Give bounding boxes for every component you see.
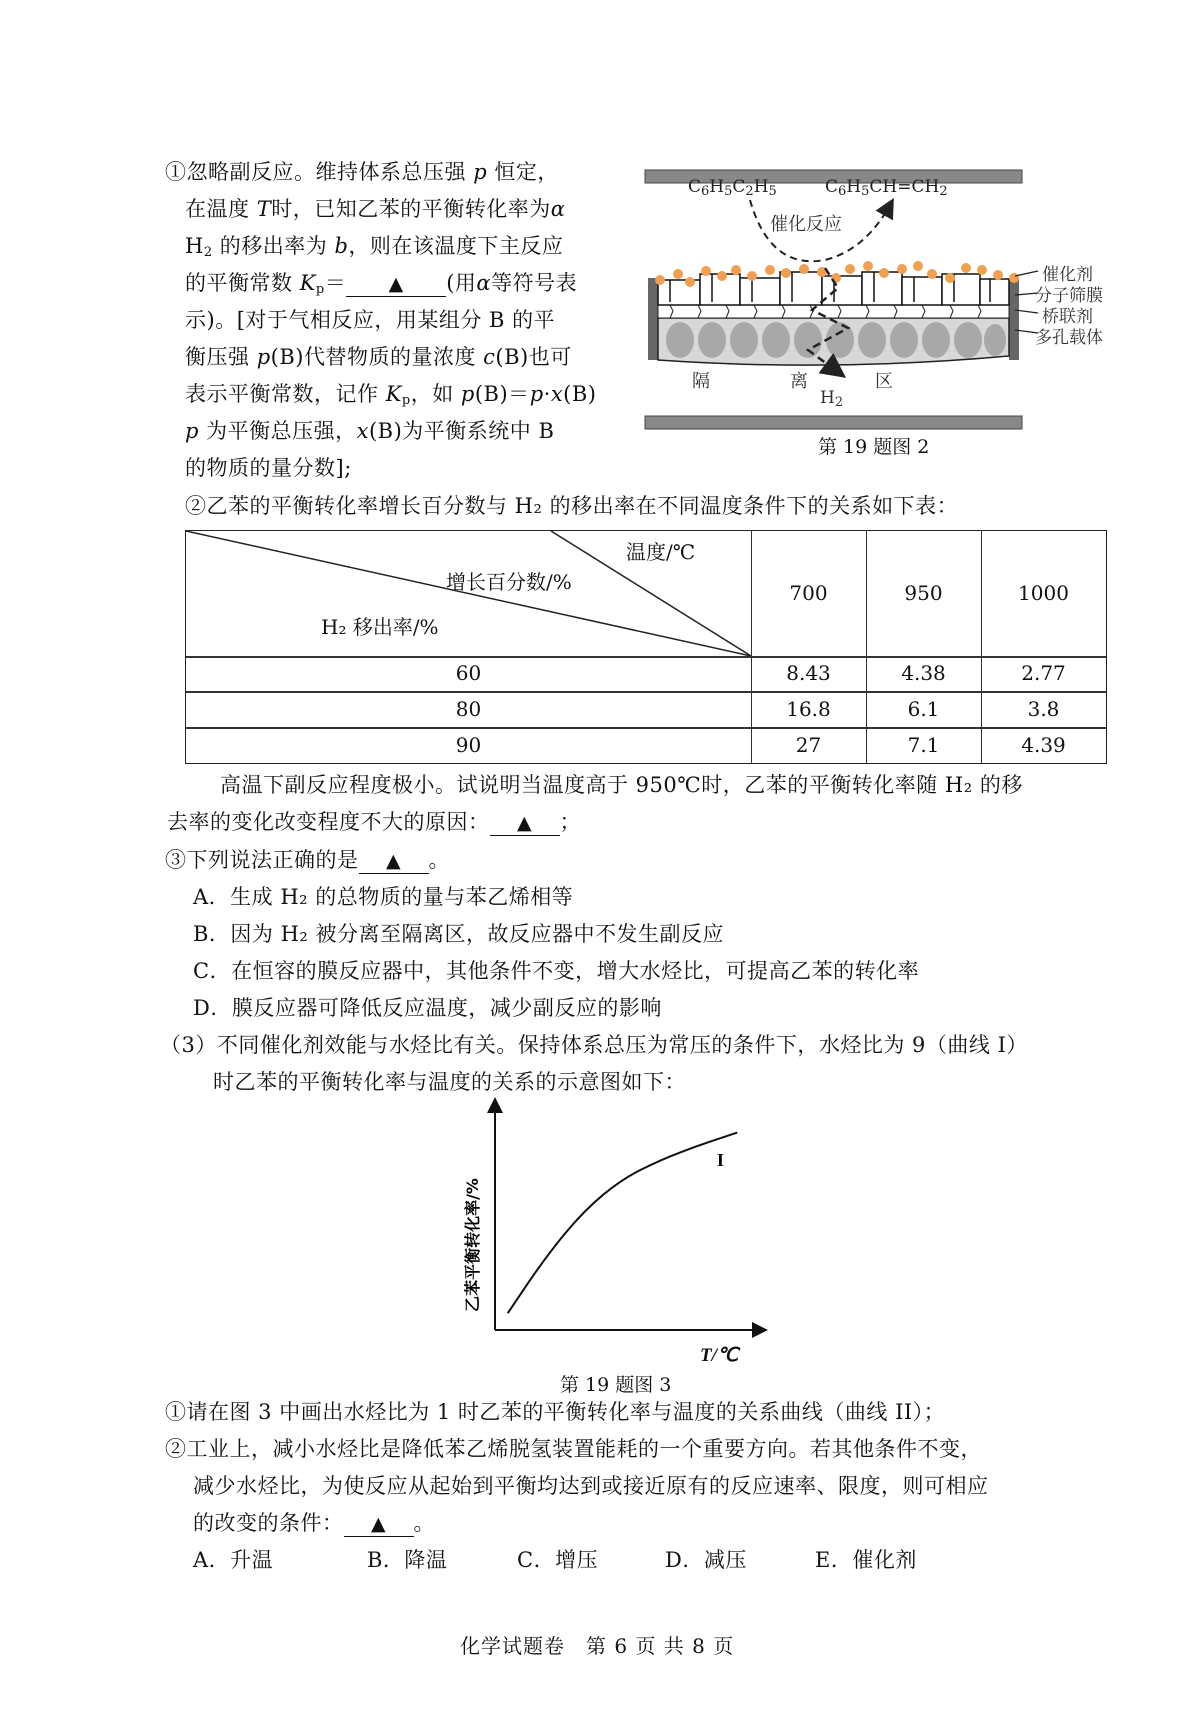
- symbol-p: p: [473, 160, 488, 184]
- q1-line-4: [185, 269, 577, 297]
- corner-growth-label: 增长百分数/%: [446, 570, 572, 594]
- label-bridging-agent: 桥联剂: [1042, 307, 1093, 327]
- q3-prompt: [165, 846, 450, 874]
- choice-e[interactable]: E．催化剂: [815, 1548, 917, 1572]
- text: 去率的变化改变程度不大的原因：: [167, 810, 490, 834]
- symbol-alpha: α: [476, 271, 492, 295]
- symbol-b: b: [334, 234, 349, 258]
- zone-char: 区: [875, 371, 893, 392]
- part3-line-1: （3）不同催化剂效能与水烃比有关。保持体系总压为常压的条件下，水烃比为 9（曲线 I）: [160, 1033, 1028, 1057]
- text: 衡压强: [185, 345, 250, 369]
- bridging-layer: [658, 305, 1009, 318]
- part3-sub2-line-1: ②工业上，减小水烃比是降低苯乙烯脱氢装置能耗的一个重要方向。若其他条件不变，: [165, 1437, 982, 1461]
- answer-blank[interactable]: [346, 271, 446, 297]
- symbol-K: K: [385, 382, 402, 406]
- x-axis-label-text: T/℃: [700, 1345, 739, 1366]
- text: (B)也可: [495, 345, 572, 369]
- part3-sub1: ①请在图 3 中画出水烃比为 1 时乙苯的平衡转化率与温度的关系曲线（曲线 II）；: [165, 1400, 946, 1424]
- symbol-p: p: [185, 419, 199, 443]
- symbol-T: T: [256, 197, 272, 221]
- symbol-alpha: α: [550, 197, 566, 221]
- table-cell: 6.1: [907, 697, 940, 721]
- table-cell: 2.77: [1021, 661, 1066, 685]
- text: 的物质的量分数];: [185, 456, 352, 480]
- text: 的移出率为: [219, 234, 328, 258]
- symbol-x: x: [550, 382, 564, 406]
- row-label: 60: [455, 661, 482, 685]
- row-label: 80: [455, 697, 482, 721]
- column-header: 1000: [1018, 581, 1069, 605]
- text: (B)代替物质的量浓度: [270, 345, 476, 369]
- membrane-reactor-diagram: [640, 160, 1150, 440]
- answer-triangle-icon: ▲: [370, 1513, 387, 1535]
- table-cell: 4.39: [1021, 733, 1066, 757]
- text: ＝: [324, 271, 347, 295]
- answer-blank[interactable]: [344, 1511, 414, 1537]
- figure-3-caption: 第 19 题图 3: [560, 1374, 672, 1396]
- table-cell: 7.1: [907, 733, 940, 757]
- q1-line-7: [185, 380, 597, 408]
- option-a[interactable]: A．生成 H₂ 的总物质的量与苯乙烯相等: [193, 885, 574, 909]
- text: 时，已知乙苯的平衡转化率为: [271, 197, 551, 221]
- text: ，如: [410, 382, 454, 406]
- label-catalyst: 催化剂: [1042, 265, 1093, 285]
- figure-2-caption: 第 19 题图 2: [818, 436, 930, 458]
- chart-svg: [450, 1095, 780, 1375]
- text: 等符号表: [491, 271, 578, 295]
- table-cell: 27: [795, 733, 822, 757]
- data-table: [185, 530, 1107, 764]
- option-d[interactable]: D．膜反应器可降低反应温度，减少副反应的影响: [193, 996, 662, 1020]
- label-porous-support: 多孔载体: [1035, 328, 1103, 348]
- q1-line-9: [185, 454, 352, 482]
- x-axis-label: [700, 1344, 738, 1367]
- symbol-p: p: [529, 382, 544, 406]
- text: 的改变的条件：: [193, 1511, 344, 1535]
- zone-char: 离: [790, 371, 808, 392]
- q1-line-3: [185, 232, 563, 260]
- bottom-plate: [645, 416, 1022, 429]
- label-zeolite-membrane: 分子筛膜: [1035, 286, 1103, 306]
- text: 恒定，: [494, 160, 559, 184]
- conversion-temperature-chart: [450, 1095, 780, 1375]
- q2-explain-line-1: 高温下副反应程度极小。试说明当温度高于 950℃时，乙苯的平衡转化率随 H₂ 的移: [220, 773, 1023, 797]
- symbol-p: p: [256, 345, 271, 369]
- text: (B)＝: [474, 382, 530, 406]
- reaction-label: 催化反应: [770, 214, 842, 235]
- q1-line-1: [165, 158, 559, 186]
- symbol-c: c: [483, 345, 496, 369]
- product-formula: $C_6H_5CH=CH_2$: [825, 177, 948, 199]
- curve-I: [508, 1133, 738, 1314]
- text: 的平衡常数: [185, 271, 293, 295]
- answer-triangle-icon: ▲: [385, 850, 402, 872]
- corner-h2-removal-label: H₂ 移出率/%: [321, 615, 439, 639]
- text: 示)。[对于气相反应，用某组分 B 的平: [185, 308, 556, 332]
- text: ①忽略副反应。维持体系总压强: [165, 160, 466, 184]
- symbol-K: K: [299, 271, 316, 295]
- answer-blank[interactable]: [490, 810, 560, 836]
- table-cell: 4.38: [901, 661, 946, 685]
- answer-triangle-icon: ▲: [516, 812, 533, 834]
- q1-line-6: [185, 343, 572, 371]
- subscript: 2: [203, 245, 213, 260]
- choice-a[interactable]: A．升温: [193, 1548, 274, 1572]
- text: H: [185, 234, 204, 258]
- choice-d[interactable]: D．减压: [665, 1548, 747, 1572]
- text: 。: [413, 1511, 435, 1535]
- q1-line-2: [185, 195, 565, 223]
- text: ③下列说法正确的是: [165, 848, 359, 872]
- text: (B): [563, 382, 597, 406]
- right-wall: [1009, 278, 1019, 360]
- reactant-formula: $C_6H_5C_2H_5$: [688, 177, 777, 199]
- corner-temperature-label: 温度/℃: [626, 540, 696, 564]
- option-b[interactable]: B．因为 H₂ 被分离至隔离区，故反应器中不发生副反应: [193, 922, 725, 946]
- h2-label: $H_2$: [820, 388, 844, 410]
- row-label: 90: [455, 733, 482, 757]
- choice-c[interactable]: C．增压: [517, 1548, 599, 1572]
- subscript: p: [401, 393, 411, 408]
- answer-triangle-icon: ▲: [388, 273, 404, 295]
- zone-char: 隔: [692, 371, 710, 392]
- text: ，则在该温度下主反应: [348, 234, 564, 258]
- curve-I-label: I: [716, 1150, 724, 1171]
- y-axis-label: 乙苯平衡转化率/%: [463, 1178, 482, 1312]
- q1-line-5: [185, 306, 555, 334]
- table-cell: 16.8: [786, 697, 831, 721]
- text: 。: [428, 848, 450, 872]
- option-c[interactable]: C．在恒容的膜反应器中，其他条件不变，增大水烃比，可提高乙苯的转化率: [193, 959, 920, 983]
- text: 在温度: [185, 197, 250, 221]
- symbol-p: p: [460, 382, 475, 406]
- part3-sub2-line-3: [193, 1509, 435, 1537]
- page-footer: 化学试题卷 第 6 页 共 8 页: [460, 1634, 735, 1658]
- column-header: 700: [789, 581, 828, 605]
- column-header: 950: [904, 581, 943, 605]
- text: 表示平衡常数，记作: [185, 382, 379, 406]
- answer-blank[interactable]: [359, 848, 429, 874]
- text: 为平衡总压强，: [206, 419, 357, 443]
- text: ；: [559, 810, 581, 834]
- left-wall: [648, 278, 658, 360]
- table-cell: 8.43: [786, 661, 831, 685]
- text: (B)为平衡系统中 B: [368, 419, 555, 443]
- text: (用: [446, 271, 477, 295]
- q1-line-8: [185, 417, 554, 445]
- choice-b[interactable]: B．降温: [367, 1548, 448, 1572]
- text: ·: [543, 382, 551, 406]
- part3-line-2: 时乙苯的平衡转化率与温度的关系的示意图如下：: [213, 1070, 686, 1094]
- table-cell: 3.8: [1027, 697, 1060, 721]
- subscript: p: [315, 282, 325, 297]
- q2-intro: ②乙苯的平衡转化率增长百分数与 H₂ 的移出率在不同温度条件下的关系如下表：: [185, 494, 959, 518]
- q2-explain-line-2: [167, 808, 581, 836]
- symbol-x: x: [356, 419, 369, 443]
- part3-sub2-line-2: 减少水烃比，为使反应从起始到平衡均达到或接近原有的反应速率、限度，则可相应: [193, 1474, 989, 1498]
